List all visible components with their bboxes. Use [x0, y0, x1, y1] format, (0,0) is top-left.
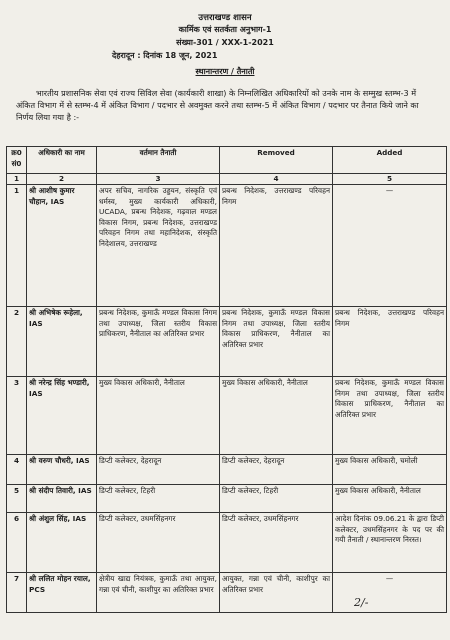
table-row — [7, 377, 447, 455]
column-number-row — [7, 174, 447, 185]
government-name: उत्तराखण्ड शासन — [198, 13, 252, 23]
officer-name: श्री ललित मोहन रयाल, PCS — [27, 573, 97, 613]
serial-number: 3 — [7, 377, 27, 455]
col-header-removed: Removed — [220, 147, 333, 174]
signature-page-marker: 2/- — [354, 596, 369, 609]
added-posting: प्रबन्ध निदेशक, उत्तराखण्ड परिवहन निगम — [333, 307, 447, 377]
col-header-name: अधिकारी का नाम — [27, 147, 97, 174]
current-posting: प्रबन्ध निदेशक, कुमाऊँ मण्डल विकास निगम तथा उपाध्यक्ष, जिला स्तरीय विकास प्राधिकरण, नैनीताल का अतिरिक्त प्रभार — [97, 307, 220, 377]
added-posting: प्रबन्ध निदेशक, कुमाऊँ मण्डल विकास निगम तथा उपाध्यक्ष, जिला स्तरीय विकास प्राधिकरण, नैनीताल का अतिरिक्त प्रभार — [333, 377, 447, 455]
table-row — [7, 485, 447, 513]
removed-posting: मुख्य विकास अधिकारी, नैनीताल — [220, 377, 333, 455]
column-number: 5 — [333, 174, 447, 185]
officer-name: श्री वरुण चौधरी, IAS — [27, 455, 97, 485]
added-posting: आदेश दिनांक 09.06.21 के द्वारा डिप्टी कलेक्टर, उधमसिंहनगर के पद पर की गयी तैनाती / स्थानान्तरण निरस्त। — [333, 513, 447, 573]
order-subject: स्थानान्तरण / तैनाती — [195, 67, 255, 76]
current-posting: अपर सचिव, नागरिक उड्डयन, संस्कृति एवं धर्मस्व, मुख्य कार्यकारी अधिकारी, UCADA, प्रबन्ध निदेशक, गढ़वाल मण्डल विकास निगम, प्रबन्ध निदेशक, उत्तराखण्ड परिवहन निगम तथा महानिदेशक, संस्कृति निदेशालय, उत्तराखण्ड — [97, 185, 220, 307]
officer-name: श्री संदीप तिवारी, IAS — [27, 485, 97, 513]
col-header-added: Added — [333, 147, 447, 174]
table-row — [7, 573, 447, 613]
removed-posting: प्रबन्ध निदेशक, उत्तराखण्ड परिवहन निगम — [220, 185, 333, 307]
column-number: 4 — [220, 174, 333, 185]
removed-posting: प्रबन्ध निदेशक, कुमाऊँ मण्डल विकास निगम तथा उपाध्यक्ष, जिला स्तरीय विकास प्राधिकरण, नैनीताल का अतिरिक्त प्रभार — [220, 307, 333, 377]
officer-name: श्री अंशुल सिंह, IAS — [27, 513, 97, 573]
officer-name: श्री नरेन्द्र सिंह भण्डारी, IAS — [27, 377, 97, 455]
officer-name: श्री आशीष कुमार चौहान, IAS — [27, 185, 97, 307]
added-posting: — — [333, 185, 447, 307]
current-posting: डिप्टी कलेक्टर, टिहरी — [97, 485, 220, 513]
table-row — [7, 307, 447, 377]
column-number: 2 — [27, 174, 97, 185]
serial-number: 5 — [7, 485, 27, 513]
order-date: देहरादून : दिनांक 18 जून, 2021 — [112, 51, 218, 60]
current-posting: डिप्टी कलेक्टर, उधमसिंहनगर — [97, 513, 220, 573]
removed-posting: डिप्टी कलेक्टर, उधमसिंहनगर — [220, 513, 333, 573]
col-header-sn: क्र0 सं0 — [7, 147, 27, 174]
serial-number: 7 — [7, 573, 27, 613]
col-header-current: वर्तमान तैनाती — [97, 147, 220, 174]
table-row — [7, 185, 447, 307]
current-posting: मुख्य विकास अधिकारी, नैनीताल — [97, 377, 220, 455]
table-header-row — [7, 147, 447, 174]
table-row — [7, 455, 447, 485]
current-posting: डिप्टी कलेक्टर, देहरादून — [97, 455, 220, 485]
added-posting: मुख्य विकास अधिकारी, चमोली — [333, 455, 447, 485]
column-number: 3 — [97, 174, 220, 185]
column-number: 1 — [7, 174, 27, 185]
order-number: संख्या-301 / XXX-1-2021 — [176, 38, 274, 47]
serial-number: 4 — [7, 455, 27, 485]
serial-number: 2 — [7, 307, 27, 377]
added-posting: — — [333, 573, 447, 613]
removed-posting: डिप्टी कलेक्टर, टिहरी — [220, 485, 333, 513]
removed-posting: आयुक्त, गन्ना एवं चीनी, काशीपुर का अतिरिक्त प्रभार — [220, 573, 333, 613]
serial-number: 1 — [7, 185, 27, 307]
department-name: कार्मिक एवं सतर्कता अनुभाग-1 — [178, 25, 272, 34]
added-posting: मुख्य विकास अधिकारी, नैनीताल — [333, 485, 447, 513]
officer-name: श्री अभिषेक रूहेला, IAS — [27, 307, 97, 377]
removed-posting: डिप्टी कलेक्टर, देहरादून — [220, 455, 333, 485]
intro-paragraph: भारतीय प्रशासनिक सेवा एवं राज्य सिविल सेवा (कार्यकारी शाखा) के निम्नलिखित अधिकारियों को उनके नाम के सम्मुख स्तम्भ-3 में अंकित विभाग में से स्तम्भ-4 में अंकित विभाग / पदभार से अवमुक्त करने तथा स्तम्भ-5 में अंकित विभाग / पदभार पर तैनात किये जाने का निर्णय लिया गया है :- — [16, 88, 419, 122]
serial-number: 6 — [7, 513, 27, 573]
transfer-table — [6, 146, 447, 613]
table-row — [7, 513, 447, 573]
current-posting: क्षेत्रीय खाद्य नियंत्रक, कुमाऊँ तथा आयुक्त, गन्ना एवं चीनी, काशीपुर का अतिरिक्त प्रभार — [97, 573, 220, 613]
